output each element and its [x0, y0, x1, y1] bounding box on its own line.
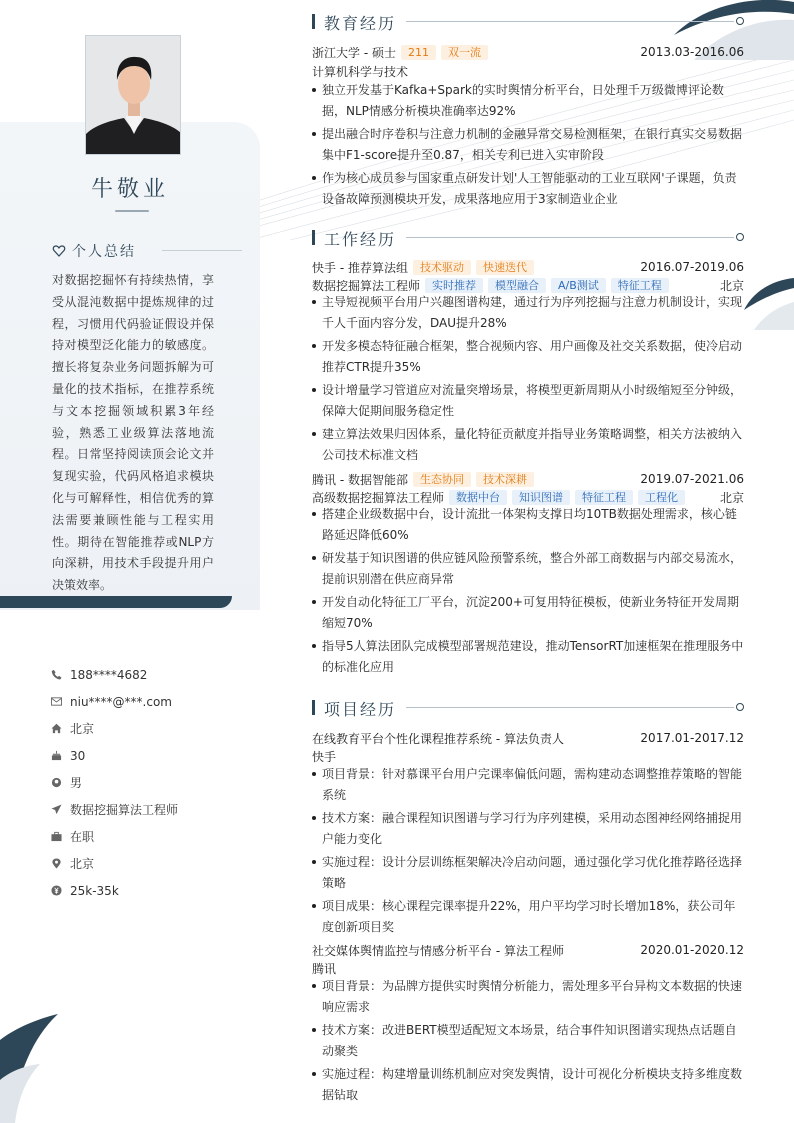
project-title: 在线教育平台个性化课程推荐系统 - 算法负责人 [312, 731, 564, 746]
project-bullet: 实施过程：设计分层训练框架解决冷启动问题，通过强化学习优化推荐路径选择策略 [312, 852, 744, 894]
job-role-tag: 知识图谱 [512, 490, 570, 505]
projects-heading-text: 项目经历 [324, 700, 397, 719]
contact-phone-value: 188****4682 [70, 667, 148, 682]
education-bullets [312, 80, 744, 212]
job-bullet: 搭建企业级数据中台，设计流批一体架构支撑日均10TB数据处理需求，核心链路延迟降低60% [312, 504, 744, 546]
contact-residence [51, 715, 178, 742]
project-org: 快手 [312, 749, 337, 764]
job-role-tag: A/B测试 [551, 278, 606, 293]
project-bullet: 项目背景：针对慕课平台用户完课率偏低问题，需构建动态调整推荐策略的智能系统 [312, 764, 744, 806]
job-role-tag: 实时推荐 [425, 278, 483, 293]
job-bullets [312, 292, 744, 468]
section-dot-icon [736, 233, 744, 241]
decorative-curve-right [744, 270, 794, 330]
contact-status-value: 在职 [70, 830, 95, 844]
project-bullet: 实施过程：构建增量训练机制应对突发舆情，设计可视化分析模块支持多维度数据钻取 [312, 1064, 744, 1106]
job-company: 腾讯 - 数据智能部 [312, 472, 408, 487]
contact-salary-value: 25k-35k [70, 883, 119, 898]
job-period: 2019.07-2021.06 [640, 472, 744, 486]
job-role-tag: 数据中台 [449, 490, 507, 505]
section-bar [312, 700, 315, 715]
job-company: 快手 - 推荐算法组 [312, 260, 408, 275]
project-bullets [312, 764, 744, 940]
education-school: 浙江大学 - 硕士 [312, 45, 396, 60]
home-icon [51, 723, 62, 734]
section-rule [406, 707, 734, 708]
section-rule [406, 21, 734, 22]
project-bullets [312, 976, 744, 1108]
job-header [312, 470, 744, 488]
section-rule [406, 237, 734, 238]
education-heading-text: 教育经历 [324, 14, 397, 33]
education-major: 计算机科学与技术 [312, 64, 409, 79]
contact-gender [51, 769, 178, 796]
project-bullet: 技术方案：融合课程知识图谱与学习行为序列建模，采用动态图神经网络捕捉用户能力变化 [312, 808, 744, 850]
contact-email-value: niu****@***.com [70, 694, 172, 709]
contact-location-value: 北京 [70, 857, 95, 871]
job-period: 2016.07-2019.06 [640, 260, 744, 274]
project-period: 2017.01-2017.12 [640, 731, 744, 745]
job-bullet: 主导短视频平台用户兴趣图谱构建，通过行为序列挖掘与注意力机制设计，实现千人千面内容分发，DAU提升28% [312, 292, 744, 334]
education-bullet: 作为核心成员参与国家重点研发计划'人工智能驱动的工业互联网'子课题，负责设备故障预测模块开发，成果落地应用于3家制造业企业 [312, 168, 744, 210]
heart-outline-icon [52, 244, 66, 258]
project-org-line [312, 959, 744, 977]
section-dot-icon [736, 17, 744, 25]
summary-heading-text: 个人总结 [72, 244, 136, 260]
education-period: 2013.03-2016.06 [640, 45, 744, 59]
job-company-tag: 技术驱动 [413, 260, 471, 275]
job-bullet: 指导5人算法团队完成模型部署规范建设，推动TensorRT加速框架在推理服务中的标准化应用 [312, 636, 744, 678]
gender-icon [51, 777, 62, 788]
contact-list [51, 661, 178, 904]
job-role-tag: 特征工程 [611, 278, 669, 293]
project-period: 2020.01-2020.12 [640, 943, 744, 957]
section-bar [312, 230, 315, 245]
candidate-name: 牛敬业 [90, 177, 169, 202]
contact-phone [51, 661, 178, 688]
job-role: 高级数据挖掘算法工程师 [312, 490, 445, 505]
job-city: 北京 [719, 278, 744, 293]
education-tag: 211 [401, 45, 436, 60]
summary-heading-rule [162, 250, 242, 251]
summary-heading [52, 241, 136, 261]
contact-salary [51, 877, 178, 904]
job-role-tag: 工程化 [638, 490, 685, 505]
contact-gender-value: 男 [70, 776, 83, 790]
summary-text: 对数据挖掘怀有持续热情，享受从混沌数据中提炼规律的过程，习惯用代码验证假设并保持对模型泛化能力的敏感度。擅长将复杂业务问题拆解为可量化的技术指标，在推荐系统与文本挖掘领域积累3年经验，熟悉工业级算法落地流程。日常坚持阅读顶会论文并复现实验，代码风格追求模块化与可解释性，相信优秀的算法需要兼顾性能与工程实用性。期待在智能推荐或NLP方向深耕，用技术手段提升用户决策效率。 [52, 273, 214, 593]
contact-age [51, 742, 178, 769]
job-role: 数据挖掘算法工程师 [312, 278, 421, 293]
phone-icon [51, 669, 62, 680]
job-bullet: 建立算法效果归因体系，量化特征贡献度并指导业务策略调整，相关方法被纳入公司技术标准文档 [312, 424, 744, 466]
sidebar-card-accent [0, 596, 232, 608]
education-bullet: 独立开发基于Kafka+Spark的实时舆情分析平台，日处理千万级微博评论数据，NLP情感分析模块准确率达92% [312, 80, 744, 122]
job-company-tag: 技术深耕 [476, 472, 534, 487]
send-icon [51, 804, 62, 815]
name-underline [115, 210, 149, 212]
contact-location [51, 850, 178, 877]
contact-email [51, 688, 178, 715]
job-bullet: 研发基于知识图谱的供应链风险预警系统，整合外部工商数据与内部交易流水，提前识别潜在供应商异常 [312, 548, 744, 590]
cake-icon [51, 750, 62, 761]
job-bullets [312, 504, 744, 680]
location-pin-icon [51, 858, 62, 869]
project-header [312, 729, 744, 747]
education-tag: 双一流 [441, 45, 488, 60]
education-section-heading [312, 11, 744, 33]
decorative-corner-bottom-left [0, 1010, 60, 1123]
education-bullet: 提出融合时序卷积与注意力机制的金融异常交易检测框架，在银行真实交易数据集中F1-score提升至0.87，相关专利已进入实审阶段 [312, 124, 744, 166]
salary-icon [51, 885, 62, 896]
job-company-tag: 生态协同 [413, 472, 471, 487]
project-bullet: 项目背景：为品牌方提供实时舆情分析能力，需处理多平台异构文本数据的快速响应需求 [312, 976, 744, 1018]
job-header [312, 258, 744, 276]
contact-status [51, 823, 178, 850]
education-entry-header [312, 43, 744, 61]
contact-position [51, 796, 178, 823]
job-company-tag: 快速迭代 [476, 260, 534, 275]
briefcase-icon [51, 831, 62, 842]
job-bullet: 开发多模态特征融合框架，整合视频内容、用户画像及社交关系数据，使冷启动推荐CTR提升35% [312, 336, 744, 378]
project-title: 社交媒体舆情监控与情感分析平台 - 算法工程师 [312, 943, 564, 958]
education-major-line [312, 62, 744, 80]
mail-icon [51, 696, 62, 707]
projects-section-heading [312, 697, 744, 719]
project-bullet: 技术方案：改进BERT模型适配短文本场景，结合事件知识图谱实现热点话题自动聚类 [312, 1020, 744, 1062]
work-section-heading [312, 227, 744, 249]
section-dot-icon [736, 703, 744, 711]
job-role-tag: 模型融合 [488, 278, 546, 293]
section-bar [312, 14, 315, 29]
project-bullet: 项目成果：核心课程完课率提升22%，用户平均学习时长增加18%，获公司年度创新项目奖 [312, 896, 744, 938]
job-bullet: 开发自动化特征工厂平台，沉淀200+可复用特征模板，使新业务特征开发周期缩短70% [312, 592, 744, 634]
contact-position-value: 数据挖掘算法工程师 [70, 803, 179, 817]
contact-age-value: 30 [70, 748, 86, 763]
job-city: 北京 [719, 490, 744, 505]
job-role-tag: 特征工程 [575, 490, 633, 505]
work-heading-text: 工作经历 [324, 230, 397, 249]
project-org-line [312, 747, 744, 765]
project-header [312, 941, 744, 959]
project-org: 腾讯 [312, 961, 337, 976]
profile-photo [85, 35, 181, 155]
contact-residence-value: 北京 [70, 722, 95, 736]
job-bullet: 设计增量学习管道应对流量突增场景，将模型更新周期从小时级缩短至分钟级，保障大促期间服务稳定性 [312, 380, 744, 422]
